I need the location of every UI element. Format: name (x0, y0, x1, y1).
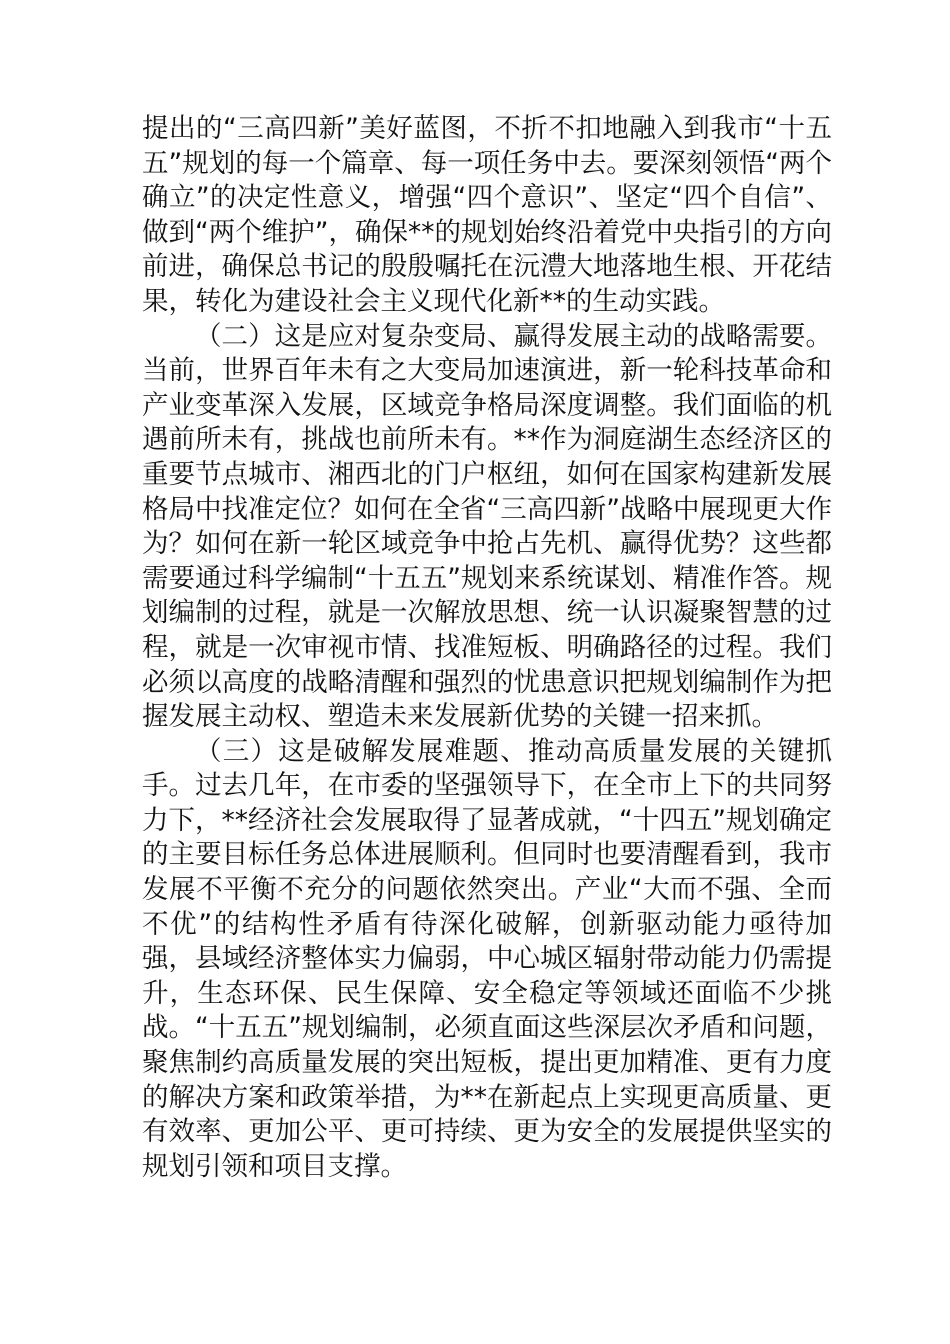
document-page (142, 112, 832, 1184)
paragraph-continuation: 提出的“三高四新”美好蓝图，不折不扣地融入到我市“十五五”规划的每一个篇章、每一项任务中去。要深刻领悟“两个确立”的决定性意义，增强“四个意识”、坚定“四个自信”、做到“两个维护”，确保**的规划始终沿着党中央指引的方向前进，确保总书记的殷殷嘱托在沅澧大地落地生根、开花结果，转化为建设社会主义现代化新**的生动实践。 (142, 113, 832, 317)
paragraph-section-two: （二）这是应对复杂变局、赢得发展主动的战略需要。当前，世界百年未有之大变局加速演进，新一轮科技革命和产业变革深入发展，区域竞争格局深度调整。我们面临的机遇前所未有，挑战也前所未有。**作为洞庭湖生态经济区的重要节点城市、湘西北的门户枢纽，如何在国家构建新发展格局中找准定位？如何在全省“三高四新”战略中展现更大作为？如何在新一轮区域竞争中抢占先机、赢得优势？这些都需要通过科学编制“十五五”规划来系统谋划、精准作答。规划编制的过程，就是一次解放思想、统一认识凝聚智慧的过程，就是一次审视市情、找准短板、明确路径的过程。我们必须以高度的战略清醒和强烈的忧患意识把规划编制作为把握发展主动权、塑造未来发展新优势的关键一招来抓。 (142, 320, 832, 733)
paragraph-section-three: （三）这是破解发展难题、推动高质量发展的关键抓手。过去几年，在市委的坚强领导下，在全市上下的共同努力下，**经济社会发展取得了显著成就，“十四五”规划确定的主要目标任务总体进展顺利。但同时也要清醒看到，我市发展不平衡不充分的问题依然突出。产业“大而不强、全而不优”的结构性矛盾有待深化破解，创新驱动能力亟待加强，县域经济整体实力偏弱，中心城区辐射带动能力仍需提升，生态环保、民生保障、安全稳定等领域还面临不少挑战。“十五五”规划编制，必须直面这些深层次矛盾和问题，聚焦制约高质量发展的突出短板，提出更加精准、更有力度的解决方案和政策举措，为**在新起点上实现更高质量、更有效率、更加公平、更可持续、更为安全的发展提供坚实的规划引领和项目支撑。 (142, 735, 832, 1182)
